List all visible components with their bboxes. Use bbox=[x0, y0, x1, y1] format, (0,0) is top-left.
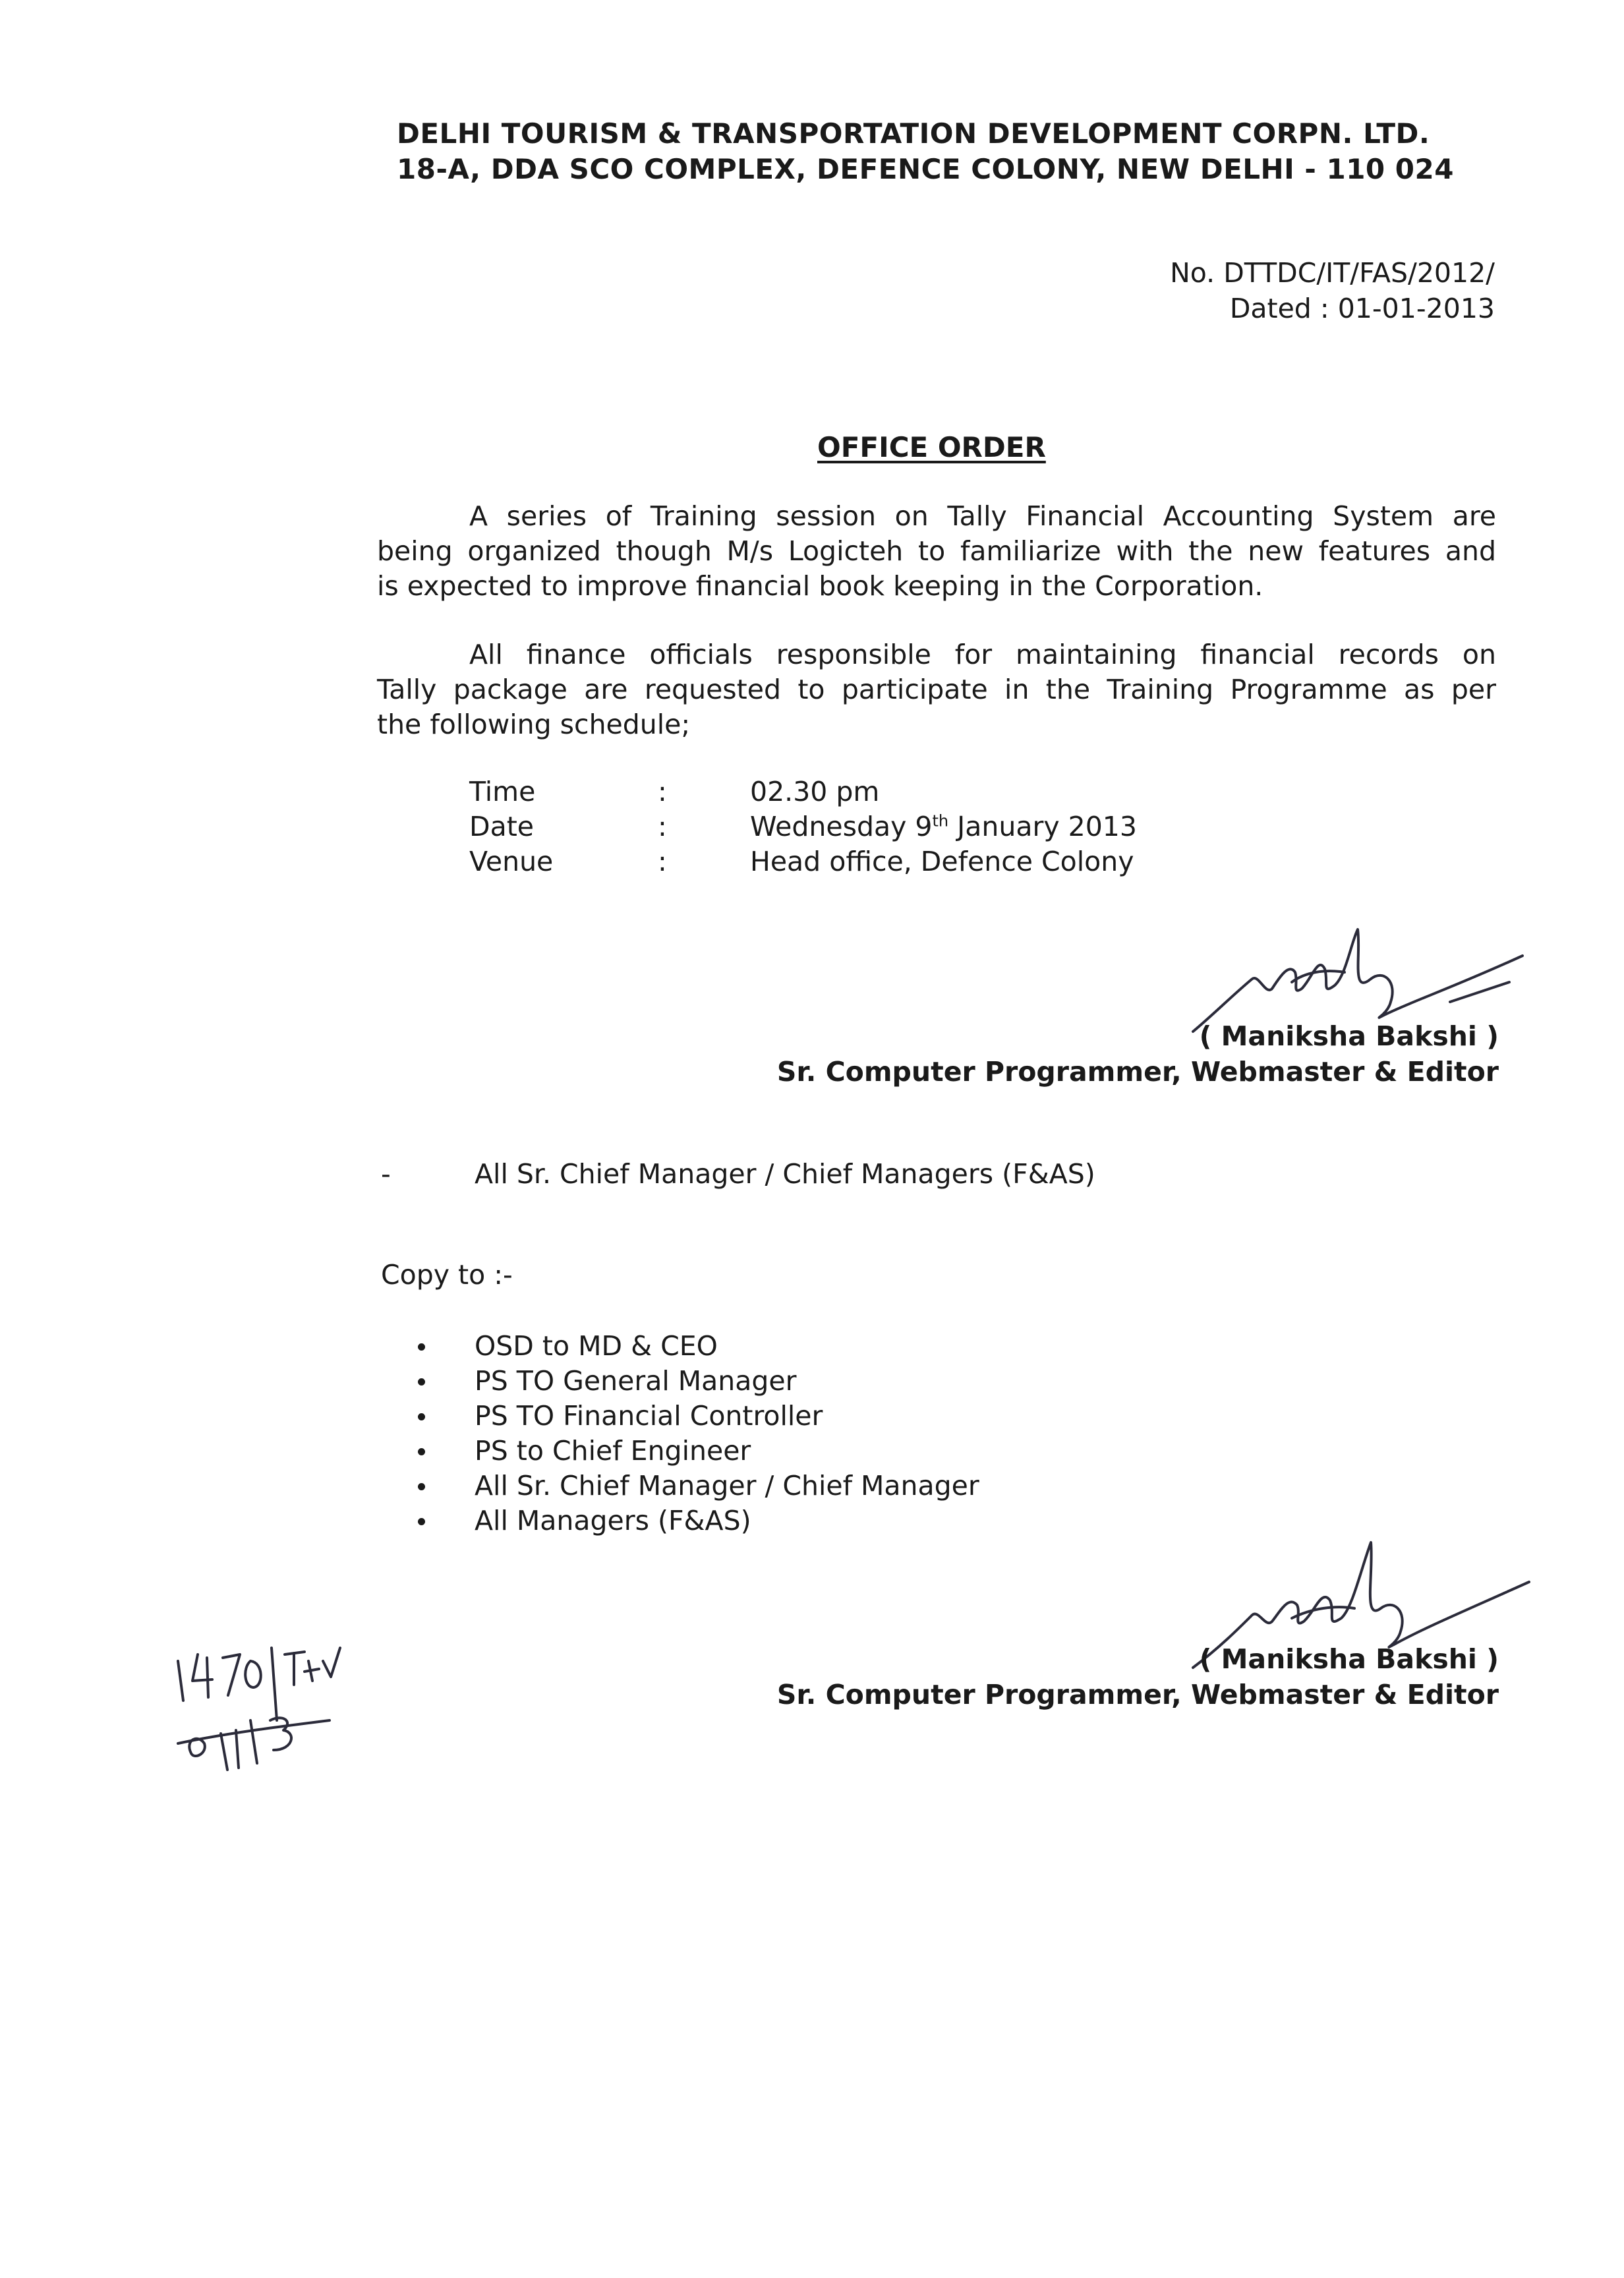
paragraph-line: being organized though M/s Logicteh to familiarize with the new features and bbox=[377, 535, 1496, 567]
reference-date: Dated : 01-01-2013 bbox=[1229, 293, 1495, 324]
schedule-colon: : bbox=[658, 811, 667, 842]
paragraph-line: Tally package are requested to participate in the Training Programme as per bbox=[377, 674, 1496, 705]
date-ordinal-suffix: th bbox=[932, 811, 949, 831]
copy-to-list bbox=[418, 1329, 979, 1538]
addressee-dash: - bbox=[381, 1158, 391, 1190]
date-day: Wednesday 9 bbox=[750, 811, 933, 842]
copy-to-item: OSD to MD & CEO bbox=[418, 1329, 979, 1364]
paragraph-line: A series of Training session on Tally Financial Accounting System are bbox=[469, 500, 1496, 532]
schedule-label-time: Time bbox=[469, 776, 536, 807]
signatory-designation: Sr. Computer Programmer, Webmaster & Editor bbox=[776, 1056, 1499, 1088]
schedule-value-venue: Head office, Defence Colony bbox=[750, 846, 1134, 877]
signatory-name: ( Maniksha Bakshi ) bbox=[1199, 1020, 1499, 1052]
copy-to-heading: Copy to :- bbox=[381, 1259, 513, 1291]
schedule-label-date: Date bbox=[469, 811, 534, 842]
paragraph-line: the following schedule; bbox=[377, 709, 691, 740]
addressee-text: All Sr. Chief Manager / Chief Managers (F&AS) bbox=[475, 1158, 1095, 1190]
signatory-name: ( Maniksha Bakshi ) bbox=[1199, 1643, 1499, 1675]
copy-to-item: All Managers (F&AS) bbox=[418, 1504, 979, 1538]
paragraph-line: All finance officials responsible for maintaining financial records on bbox=[469, 639, 1496, 670]
reference-number: No. DTTDC/IT/FAS/2012/ bbox=[1170, 257, 1495, 289]
paragraph-training-intro bbox=[377, 499, 1496, 604]
schedule-colon: : bbox=[658, 846, 667, 877]
handwritten-receipt-note bbox=[158, 1621, 382, 1780]
signatory-designation: Sr. Computer Programmer, Webmaster & Editor bbox=[776, 1679, 1499, 1710]
date-month-year: January 2013 bbox=[948, 811, 1137, 842]
copy-to-item: PS to Chief Engineer bbox=[418, 1434, 979, 1469]
org-address: 18-A, DDA SCO COMPLEX, DEFENCE COLONY, NEW DELHI - 110 024 bbox=[397, 153, 1454, 185]
paragraph-participation bbox=[377, 637, 1496, 742]
schedule-value-date bbox=[750, 809, 1137, 844]
schedule-colon: : bbox=[658, 776, 667, 807]
copy-to-item: All Sr. Chief Manager / Chief Manager bbox=[418, 1469, 979, 1504]
document-title: OFFICE ORDER bbox=[817, 431, 1046, 463]
copy-to-item: PS TO General Manager bbox=[418, 1364, 979, 1399]
schedule-value-time: 02.30 pm bbox=[750, 776, 880, 807]
copy-to-item: PS TO Financial Controller bbox=[418, 1399, 979, 1434]
org-name: DELHI TOURISM & TRANSPORTATION DEVELOPMENT CORPN. LTD. bbox=[397, 117, 1430, 150]
paragraph-line: is expected to improve financial book keeping in the Corporation. bbox=[377, 570, 1263, 602]
schedule-label-venue: Venue bbox=[469, 846, 554, 877]
